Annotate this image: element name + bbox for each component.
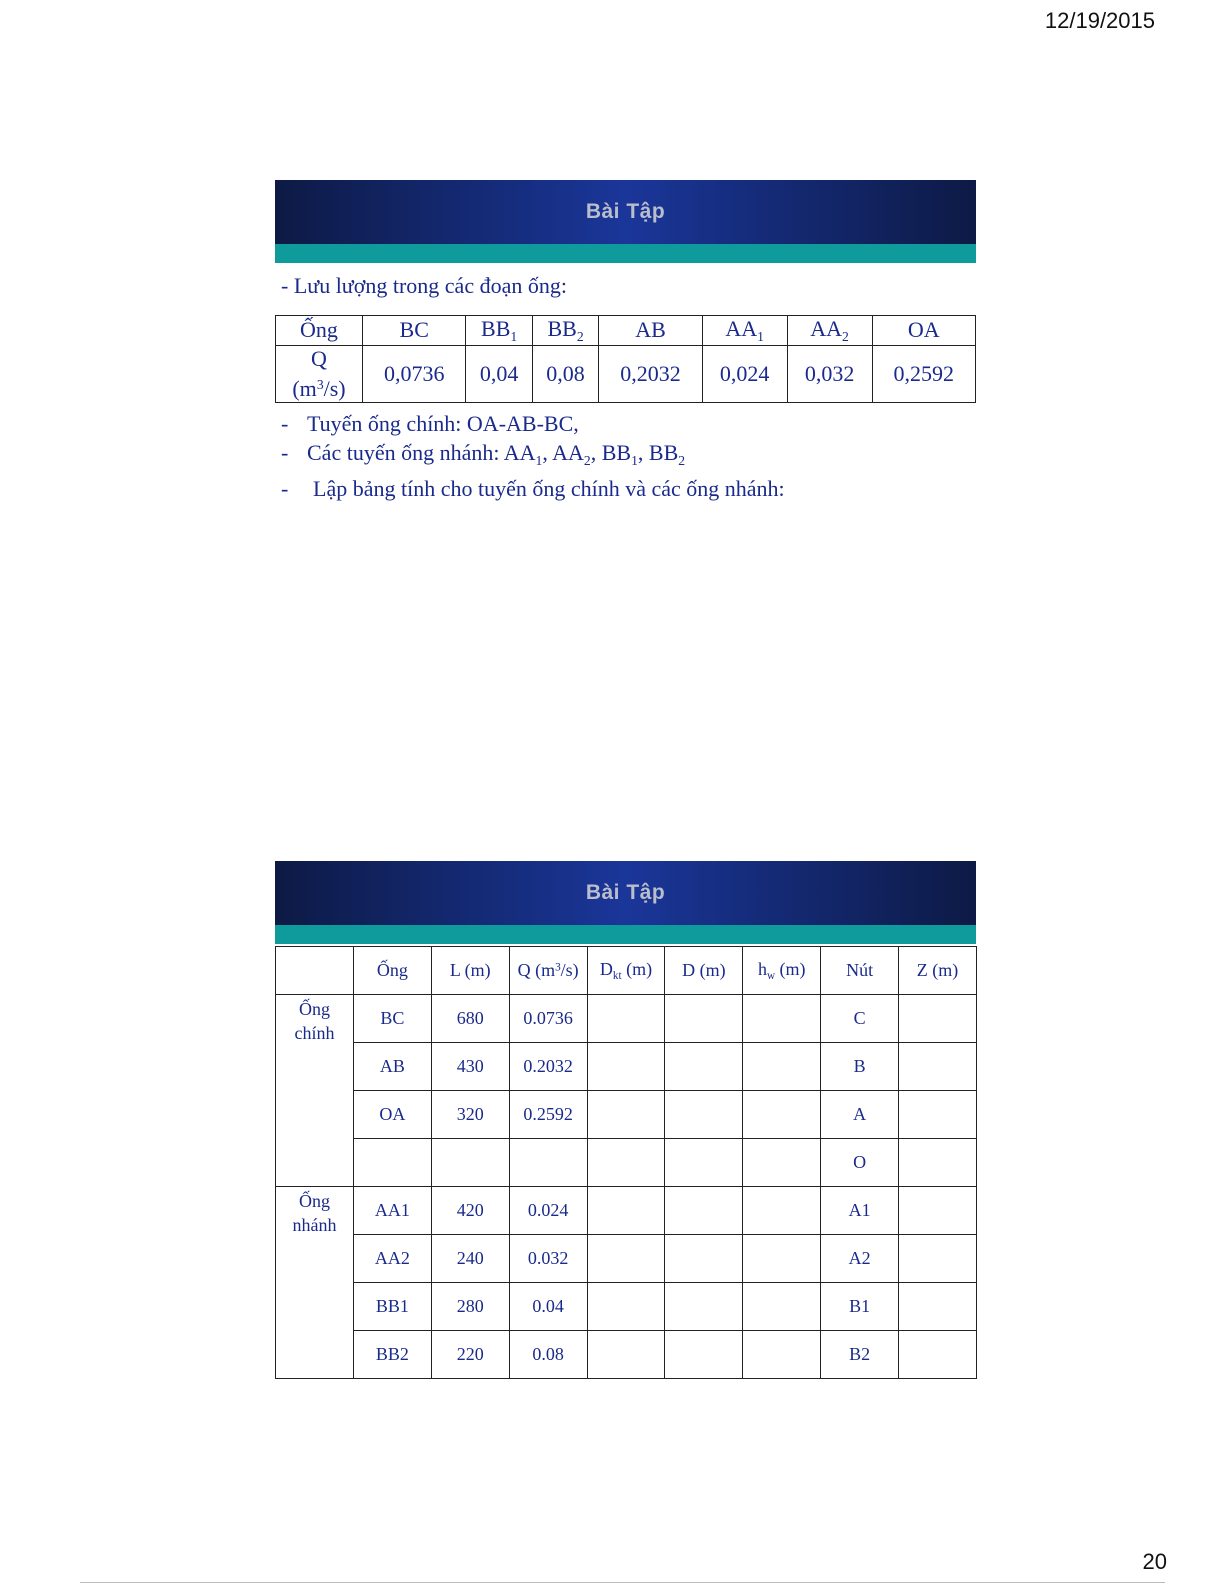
row-flow: 0.08 bbox=[509, 1331, 587, 1379]
row-headloss bbox=[743, 1139, 821, 1187]
row-elevation bbox=[899, 1091, 977, 1139]
row-elevation bbox=[899, 1139, 977, 1187]
main-route-bullet: - Tuyến ống chính: OA-AB-BC, bbox=[281, 410, 579, 436]
calc-header-diameter: D (m) bbox=[665, 947, 743, 995]
row-length: 680 bbox=[431, 995, 509, 1043]
branch-route-bullet: - Các tuyến ống nhánh: $AA_1$, $AA_2$, $BB_1$, $BB_2$ bbox=[281, 439, 686, 468]
row-flow bbox=[509, 1139, 587, 1187]
row-length: 430 bbox=[431, 1043, 509, 1091]
row-pipe: BB1 bbox=[353, 1283, 431, 1331]
calc-header-headloss: $h_w$ (m) bbox=[743, 947, 821, 995]
row-diameter bbox=[665, 1283, 743, 1331]
table-row bbox=[276, 1187, 977, 1235]
table-row bbox=[276, 1043, 977, 1091]
row-headloss bbox=[743, 1187, 821, 1235]
route-bullet-list bbox=[281, 409, 976, 504]
branch-pipe-group-label: Ống nhánh bbox=[276, 1187, 354, 1379]
row-dkt bbox=[587, 1235, 665, 1283]
table-row bbox=[276, 1331, 977, 1379]
row-flow: 0.2592 bbox=[509, 1091, 587, 1139]
row-diameter bbox=[665, 995, 743, 1043]
row-elevation bbox=[899, 1331, 977, 1379]
row-flow: 0.032 bbox=[509, 1235, 587, 1283]
calc-header-elevation: Z (m) bbox=[899, 947, 977, 995]
flow-value-cell: 0,2592 bbox=[872, 345, 975, 402]
slide-1 bbox=[275, 180, 976, 503]
flow-value-cell: 0,032 bbox=[787, 345, 872, 402]
flow-pipe-header: $BB_2$ bbox=[532, 316, 598, 346]
row-node: B2 bbox=[821, 1331, 899, 1379]
slide-2 bbox=[275, 861, 976, 1379]
calc-header-node: Nút bbox=[821, 947, 899, 995]
row-pipe: AA1 bbox=[353, 1187, 431, 1235]
row-diameter bbox=[665, 1139, 743, 1187]
row-node: O bbox=[821, 1139, 899, 1187]
slide-2-title: Bài Tập bbox=[585, 881, 666, 904]
row-headloss bbox=[743, 1283, 821, 1331]
row-node: B bbox=[821, 1043, 899, 1091]
row-dkt bbox=[587, 1331, 665, 1379]
row-node: C bbox=[821, 995, 899, 1043]
flow-value-cell: 0,04 bbox=[466, 345, 532, 402]
row-elevation bbox=[899, 1043, 977, 1091]
row-diameter bbox=[665, 1235, 743, 1283]
table-row bbox=[276, 1091, 977, 1139]
slide-1-title-banner bbox=[275, 180, 976, 244]
row-pipe: AA2 bbox=[353, 1235, 431, 1283]
row-node: A bbox=[821, 1091, 899, 1139]
row-length: 320 bbox=[431, 1091, 509, 1139]
row-flow: 0.024 bbox=[509, 1187, 587, 1235]
row-elevation bbox=[899, 1283, 977, 1331]
flow-q-label: Q $(m^3/s)$ bbox=[276, 345, 363, 402]
row-diameter bbox=[665, 1091, 743, 1139]
row-length: 280 bbox=[431, 1283, 509, 1331]
row-elevation bbox=[899, 995, 977, 1043]
table-note-bullet: - Lập bảng tính cho tuyến ống chính và các ống nhánh: bbox=[281, 476, 785, 502]
flow-value-cell: 0,024 bbox=[702, 345, 787, 402]
row-flow: 0.04 bbox=[509, 1283, 587, 1331]
row-elevation bbox=[899, 1235, 977, 1283]
flow-rate-table bbox=[275, 315, 976, 403]
calc-header-pipe: Ống bbox=[353, 947, 431, 995]
row-diameter bbox=[665, 1187, 743, 1235]
row-pipe: AB bbox=[353, 1043, 431, 1091]
page-number: 20 bbox=[1142, 1549, 1167, 1574]
row-node: B1 bbox=[821, 1283, 899, 1331]
page-date: 12/19/2015 bbox=[1044, 8, 1155, 33]
flow-pipe-header: $AA_2$ bbox=[787, 316, 872, 346]
flow-pipe-header: BC bbox=[363, 316, 466, 346]
flow-pipe-header: $BB_1$ bbox=[466, 316, 532, 346]
row-diameter bbox=[665, 1043, 743, 1091]
flow-intro-text: - Lưu lượng trong các đoạn ống: bbox=[281, 273, 567, 298]
row-pipe: BC bbox=[353, 995, 431, 1043]
row-node: A1 bbox=[821, 1187, 899, 1235]
row-dkt bbox=[587, 1091, 665, 1139]
row-dkt bbox=[587, 1139, 665, 1187]
calc-header-row bbox=[276, 947, 977, 995]
row-pipe: OA bbox=[353, 1091, 431, 1139]
flow-pipe-header: $AA_1$ bbox=[702, 316, 787, 346]
row-headloss bbox=[743, 995, 821, 1043]
calculation-table bbox=[275, 946, 977, 1379]
flow-value-cell: 0,08 bbox=[532, 345, 598, 402]
row-headloss bbox=[743, 1331, 821, 1379]
slide-1-accent-bar bbox=[275, 244, 976, 263]
row-elevation bbox=[899, 1187, 977, 1235]
table-row bbox=[276, 1235, 977, 1283]
slide-2-title-banner bbox=[275, 861, 976, 925]
row-length: 240 bbox=[431, 1235, 509, 1283]
table-row bbox=[276, 1139, 977, 1187]
row-dkt bbox=[587, 995, 665, 1043]
row-headloss bbox=[743, 1235, 821, 1283]
flow-table-value-row bbox=[276, 345, 976, 402]
footer-divider bbox=[80, 1582, 1165, 1583]
row-headloss bbox=[743, 1091, 821, 1139]
slide-2-accent-bar bbox=[275, 925, 976, 944]
row-dkt bbox=[587, 1283, 665, 1331]
row-flow: 0.2032 bbox=[509, 1043, 587, 1091]
row-dkt bbox=[587, 1187, 665, 1235]
flow-pipe-header: OA bbox=[872, 316, 975, 346]
slide-1-title: Bài Tập bbox=[585, 200, 666, 223]
row-length: 220 bbox=[431, 1331, 509, 1379]
row-pipe: BB2 bbox=[353, 1331, 431, 1379]
flow-table-header-row bbox=[276, 316, 976, 346]
row-node: A2 bbox=[821, 1235, 899, 1283]
calc-header-empty bbox=[276, 947, 354, 995]
flow-value-cell: 0,2032 bbox=[599, 345, 702, 402]
table-row bbox=[276, 1283, 977, 1331]
row-diameter bbox=[665, 1331, 743, 1379]
calc-header-flow: Q $(m^3/s)$ bbox=[509, 947, 587, 995]
row-headloss bbox=[743, 1043, 821, 1091]
calc-header-dkt: $D_{kt}$ (m) bbox=[587, 947, 665, 995]
flow-value-cell: 0,0736 bbox=[363, 345, 466, 402]
calc-header-length: L (m) bbox=[431, 947, 509, 995]
row-dkt bbox=[587, 1043, 665, 1091]
row-length: 420 bbox=[431, 1187, 509, 1235]
main-pipe-group-label: Ống chính bbox=[276, 995, 354, 1187]
flow-header-label: Ống bbox=[276, 316, 363, 346]
flow-pipe-header: AB bbox=[599, 316, 702, 346]
table-row bbox=[276, 995, 977, 1043]
row-pipe bbox=[353, 1139, 431, 1187]
row-flow: 0.0736 bbox=[509, 995, 587, 1043]
row-length bbox=[431, 1139, 509, 1187]
